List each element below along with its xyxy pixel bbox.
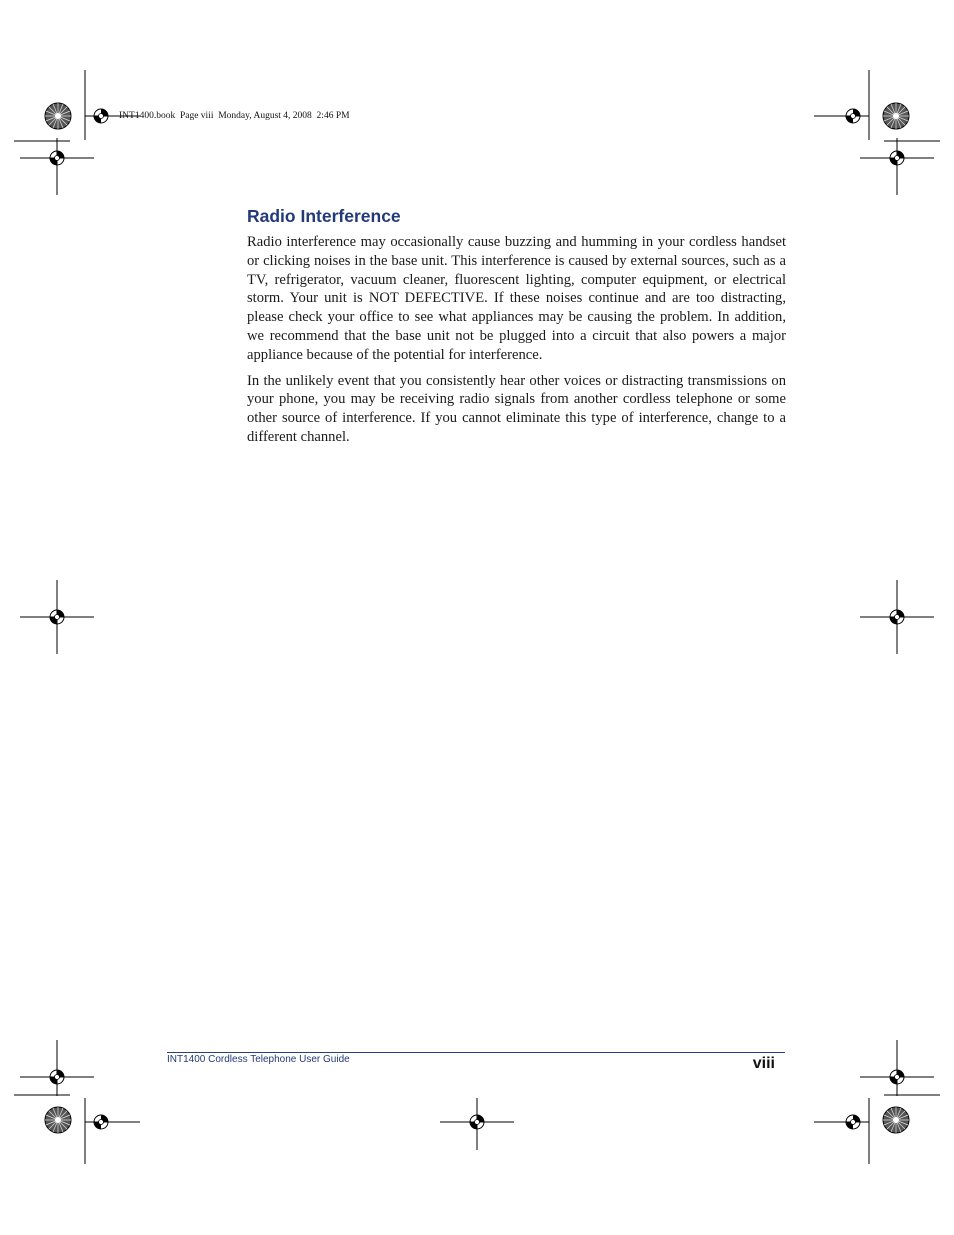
section-heading: Radio Interference <box>247 206 401 226</box>
print-slug: INT1400.book Page viii Monday, August 4, 2008 2:46 PM <box>119 111 350 121</box>
footer-title: INT1400 Cordless Telephone User Guide <box>167 1054 350 1065</box>
footer-rule <box>167 1052 785 1053</box>
main-content <box>247 206 786 454</box>
page-number: viii <box>752 1055 775 1072</box>
paragraph-2: In the unlikely event that you consistently hear other voices or distracting transmissions on your phone, you may be receiving radio signals from another cordless telephone or some other source of interference. If you cannot eliminate this type of interference, change to a different channel. <box>247 372 786 445</box>
paragraph-1: Radio interference may occasionally cause buzzing and humming in your cordless handset or clicking noises in the base unit. This interference is caused by external sources, such as a TV, refrigerator, vacuum cleaner, fluorescent lighting, computer equipment, or electrical storm. Your unit is NOT DEFECTIVE. If these noises continue and are too distracting, please check your office to see what appliances may be causing the problem. In addition, we recommend that the base unit not be plugged into a circuit that also powers a major appliance because of the potential for interference. <box>247 234 786 363</box>
